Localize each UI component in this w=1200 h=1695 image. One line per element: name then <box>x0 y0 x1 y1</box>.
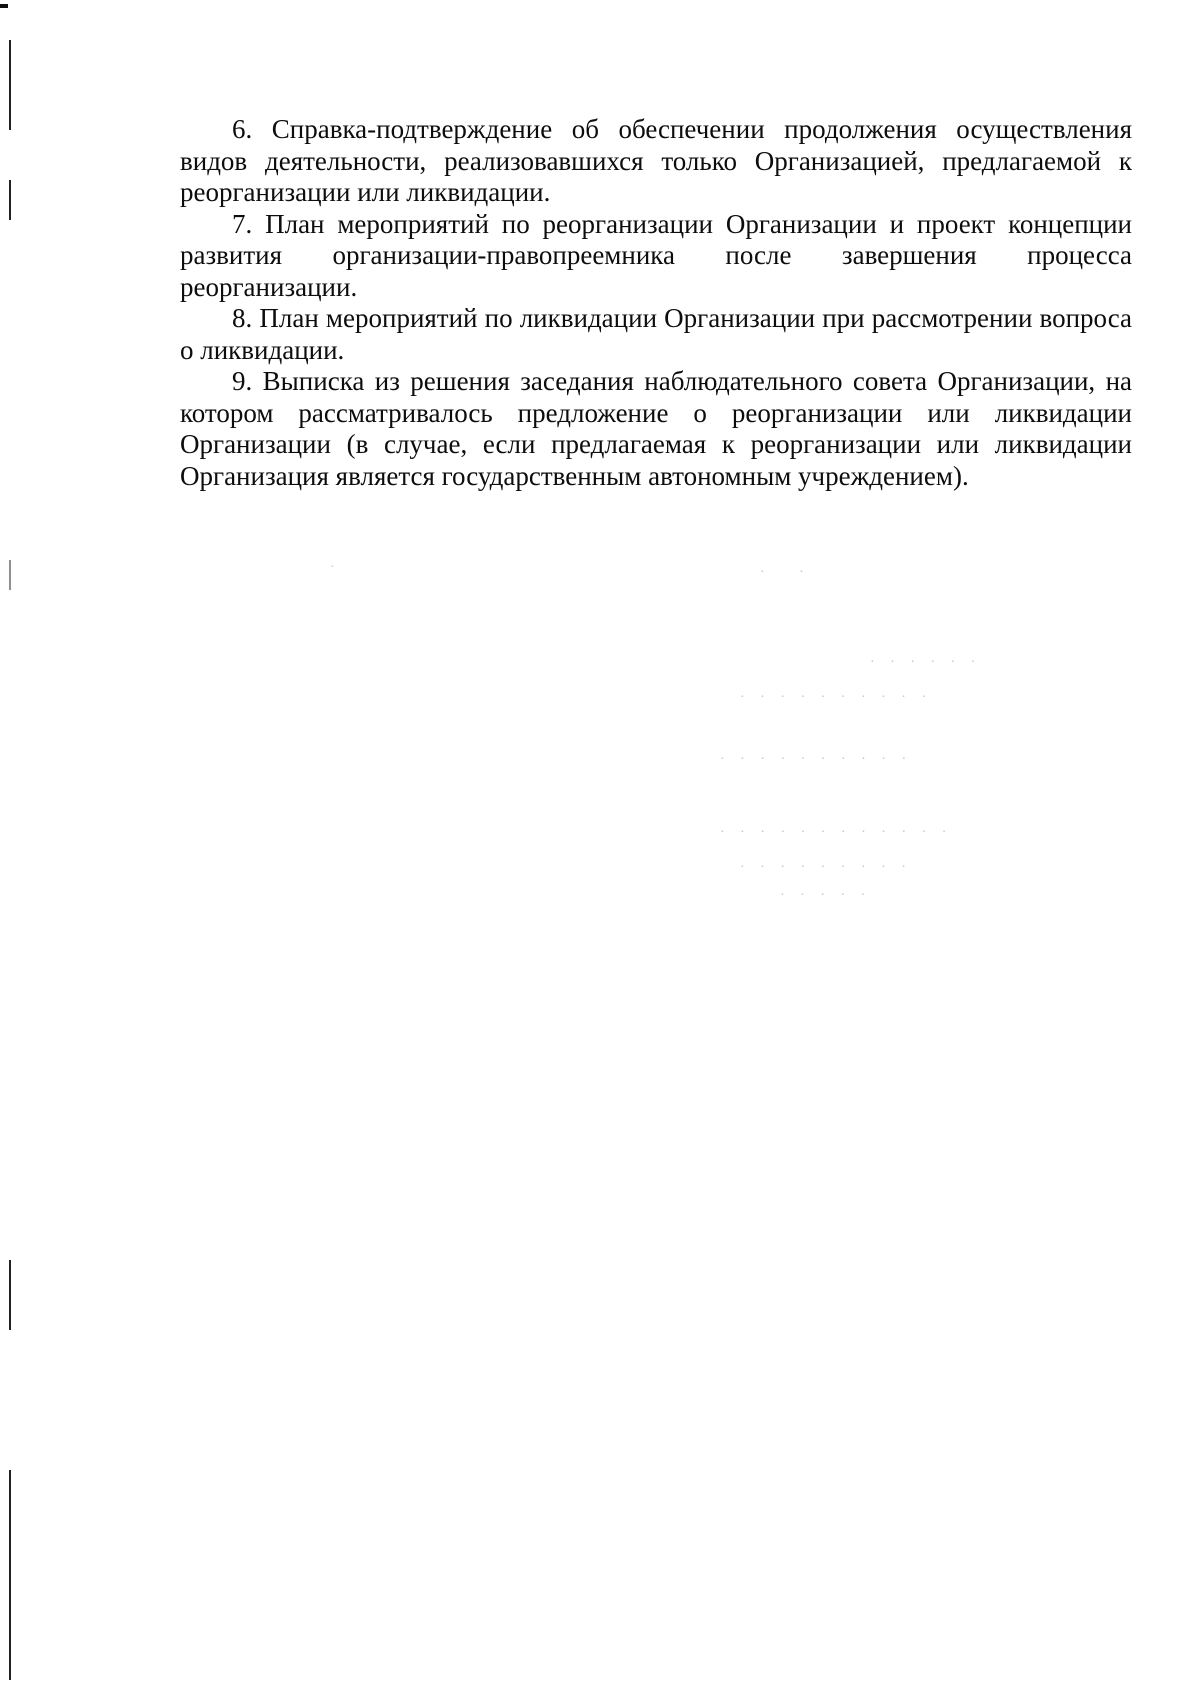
scan-noise: · · · · · · · · · · <box>720 752 913 767</box>
scan-edge-line <box>9 1470 11 1680</box>
item-text: План мероприятий по реорганизации Организации и проект концепции развития организации-правопреемника после завершения процесса реорганизации. <box>180 208 1133 302</box>
item-number: 6. <box>232 114 253 144</box>
item-number: 7. <box>232 208 253 239</box>
scan-edge-line <box>9 180 11 220</box>
scan-noise: · · · · · · · · · · · · <box>720 825 953 840</box>
list-item-7 <box>180 209 1132 304</box>
scan-noise: · · · · · <box>780 888 872 903</box>
item-text: Справка-подтверждение об обеспечении продолжения осуществления видов деятельности, реализовавшихся только Организацией, предлагаемой к реорганизации или ликвидации. <box>180 114 1132 207</box>
scan-noise: · <box>330 560 341 575</box>
scan-noise: · · · · · · · · · · <box>740 690 933 705</box>
list-item-8 <box>180 303 1132 366</box>
scan-noise: · · · · · · <box>870 655 982 670</box>
scan-edge-line <box>9 560 11 590</box>
item-text: План мероприятий по ликвидации Организации при рассмотрении вопроса о ликвидации. <box>180 303 1133 365</box>
scan-noise: · · · · · · · · · <box>740 860 912 875</box>
scan-edge-line <box>9 1260 11 1330</box>
scan-edge-mark <box>0 4 8 8</box>
item-number: 8. <box>232 303 253 333</box>
item-number: 9. <box>232 366 253 396</box>
item-text: Выписка из решения заседания наблюдательного совета Организации, на котором рассматривалось предложение о реорганизации или ликвидации Организации (в случае, если предлагаемая к реорганизации или ликвидации Организация является государственным автономным учреждением). <box>180 366 1132 491</box>
scan-edge-line <box>9 40 11 130</box>
document-body <box>180 114 1132 492</box>
list-item-9 <box>180 366 1132 492</box>
list-item-6 <box>180 114 1132 209</box>
scan-noise: · · <box>760 565 810 580</box>
